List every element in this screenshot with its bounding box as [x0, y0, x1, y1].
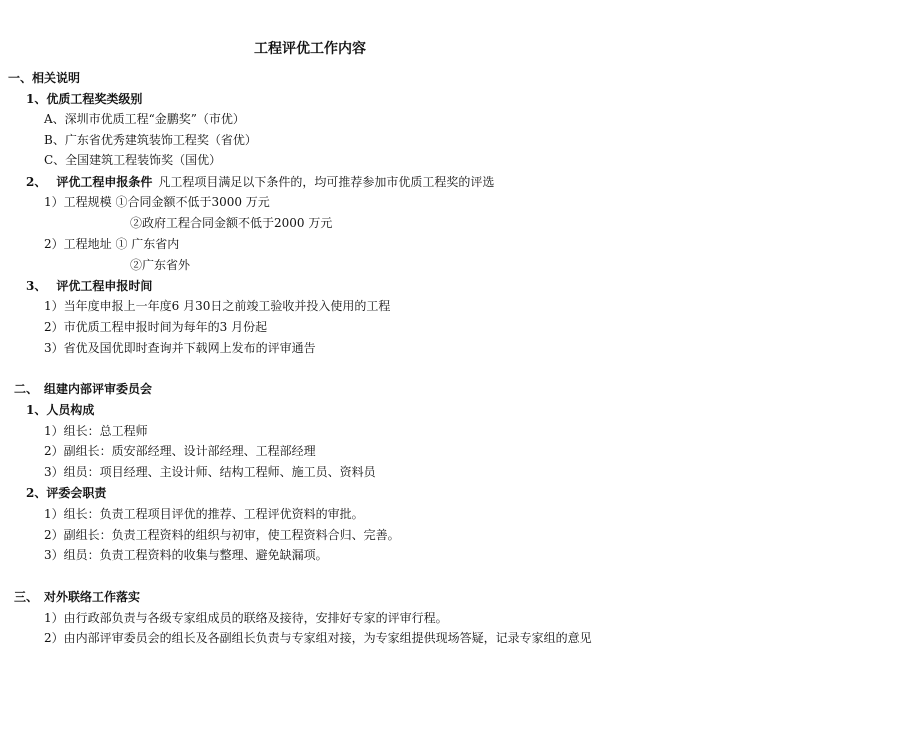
section-1-2-description: 凡工程项目满足以下条件的，均可推荐参加市优质工程奖的评选 — [158, 175, 495, 189]
list-item: A、深圳市优质工程“金鹏奖”（市优） — [44, 112, 245, 126]
section-2-heading: 组建内部评审委员会 — [44, 382, 153, 396]
list-item: 3）组员：项目经理、主设计师、结构工程师、施工员、资料员 — [44, 465, 376, 479]
list-item: 3）组员：负责工程资料的收集与整理、避免缺漏项。 — [44, 548, 328, 562]
section-1-3-heading: 评优工程申报时间 — [56, 279, 153, 293]
section-1-heading: 一、相关说明 — [8, 71, 81, 85]
list-item: C、全国建筑工程装饰奖（国优） — [44, 153, 222, 167]
section-1-2-heading: 评优工程申报条件 — [56, 175, 153, 189]
section-3-row — [14, 589, 140, 605]
project-scale-line: 1）工程规模 ①合同金额不低于3000 万元 — [44, 195, 270, 209]
list-item: 2）副组长：质安部经理、设计部经理、工程部经理 — [44, 444, 316, 458]
section-2-number: 二、 — [14, 382, 39, 396]
list-item: 3）省优及国优即时查询并下载网上发布的评审通告 — [44, 341, 316, 355]
project-location-line: 2）工程地址 ① 广东省内 — [44, 237, 180, 251]
section-3-number: 三、 — [14, 590, 39, 604]
section-3-heading: 对外联络工作落实 — [44, 590, 141, 604]
document-title: 工程评优工作内容 — [254, 41, 366, 57]
list-item: 1）组长：总工程师 — [44, 424, 148, 438]
section-2-2-heading: 2、评委会职责 — [26, 486, 107, 500]
list-item: 1）当年度申报上一年度6 月30日之前竣工验收并投入使用的工程 — [44, 299, 391, 313]
list-item: 2）市优质工程申报时间为每年的3 月份起 — [44, 320, 268, 334]
project-location-line-2: ②广东省外 — [130, 258, 191, 272]
section-1-2-row — [26, 174, 494, 190]
section-1-3-row — [26, 278, 152, 294]
section-1-1-heading: 1、优质工程奖类级别 — [26, 92, 143, 106]
section-2-1-heading: 1、人员构成 — [26, 403, 95, 417]
list-item: 2）由内部评审委员会的组长及各副组长负责与专家组对接，为专家组提供现场答疑，记录专家组的意见 — [44, 631, 592, 645]
section-1-2-number: 2、 — [26, 175, 47, 189]
section-2-row — [14, 381, 152, 397]
list-item: 1）由行政部负责与各级专家组成员的联络及接待，安排好专家的评审行程。 — [44, 611, 448, 625]
list-item: 1）组长：负责工程项目评优的推荐、工程评优资料的审批。 — [44, 507, 364, 521]
list-item: B、广东省优秀建筑装饰工程奖（省优） — [44, 133, 257, 147]
project-scale-line-2: ②政府工程合同金额不低于2000 万元 — [130, 216, 333, 230]
list-item: 2）副组长：负责工程资料的组织与初审，使工程资料合归、完善。 — [44, 528, 400, 542]
section-1-3-number: 3、 — [26, 279, 47, 293]
